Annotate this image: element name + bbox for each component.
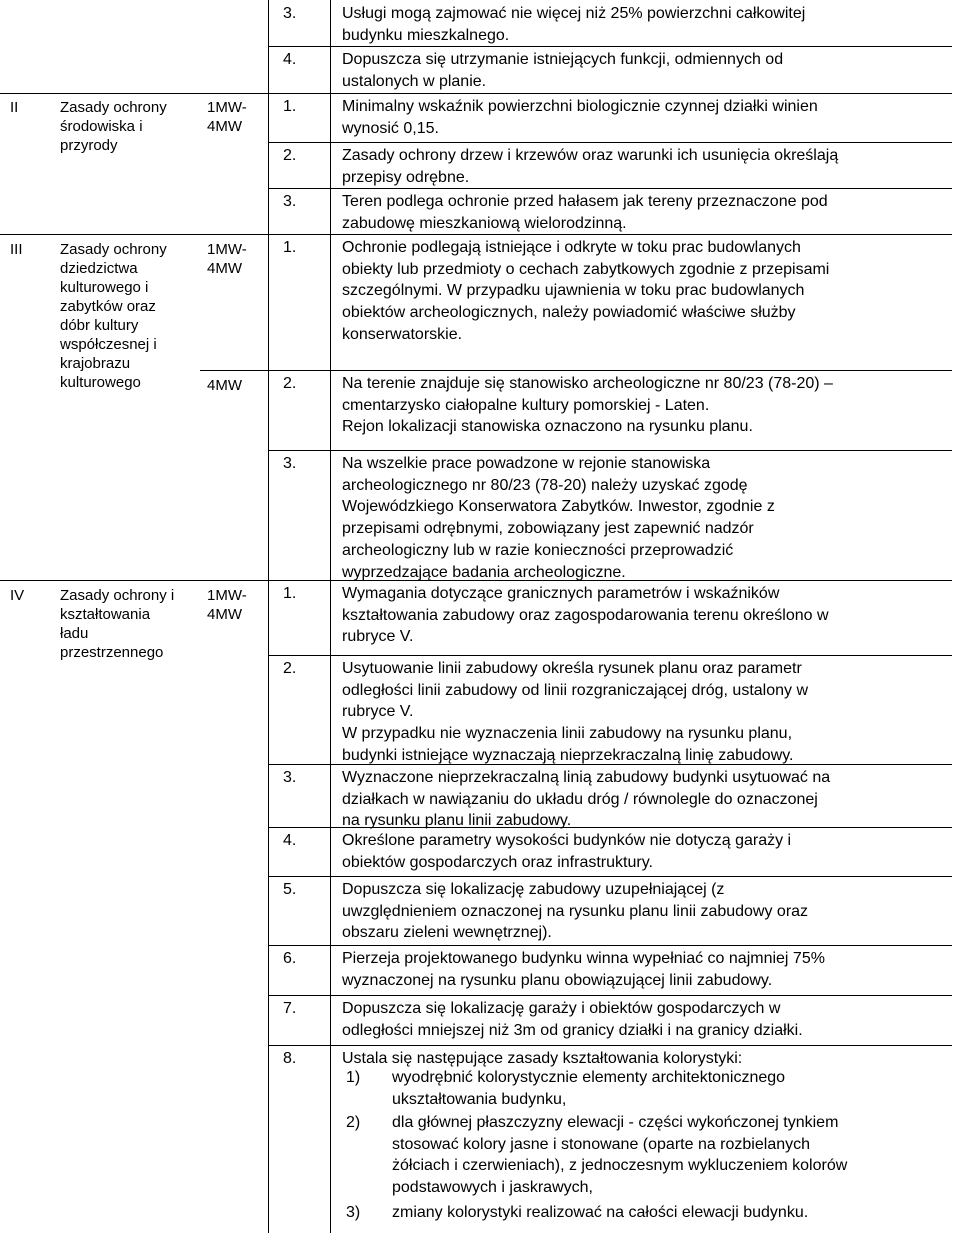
item-line: archeologicznego nr 80/23 (78-20) należy uzyskać zgodę [342, 476, 748, 494]
section-title-line: ładu [60, 625, 89, 642]
item-number: 1. [283, 239, 297, 256]
item-line: na rysunku planu linii zabudowy. [342, 812, 572, 830]
section-title-line: Zasady ochrony i [60, 587, 175, 604]
item-line: kształtowania zabudowy oraz zagospodarowania terenu określono w [342, 606, 829, 624]
item-line: obszaru zieleni wewnętrznej). [342, 924, 552, 942]
item-number: 3. [283, 455, 297, 472]
table-rule [268, 655, 952, 656]
section-title-line: zabytków oraz [60, 298, 156, 315]
item-line: rubryce V. [342, 628, 414, 646]
table-rule [268, 46, 952, 47]
section-title-line: środowiska i [60, 118, 143, 135]
subitem-number: 3) [346, 1204, 361, 1221]
item-number: 2. [283, 147, 297, 164]
table-rule [268, 945, 952, 946]
section-title-line: dóbr kultury [60, 317, 139, 334]
item-line: Na terenie znajduje się stanowisko archeologiczne nr 80/23 (78-20) – [342, 375, 833, 392]
table-rule [268, 142, 952, 143]
item-line: wynosić 0,15. [342, 119, 439, 137]
table-rule [268, 370, 952, 371]
item-line: odległości mniejszej niż 3m od granicy działki i na granicy działki. [342, 1021, 803, 1039]
item-number: 2. [283, 375, 297, 392]
item-line: Ochronie podlegają istniejące i odkryte w toku prac budowlanych [342, 239, 801, 256]
section-number: IV [10, 587, 25, 604]
item-line: Dopuszcza się utrzymanie istniejących funkcji, odmiennych od [342, 51, 784, 68]
zone-symbol: 1MW- [207, 587, 247, 604]
subitem-line: ukształtowania budynku, [392, 1090, 567, 1108]
subitem-number: 2) [346, 1114, 361, 1131]
item-number: 1. [283, 98, 297, 115]
zone-symbol: 1MW- [207, 241, 247, 258]
item-line: Teren podlega ochronie przed hałasem jak tereny przeznaczone pod [342, 193, 828, 210]
item-line: uwzględnieniem oznaczonej na rysunku planu linii zabudowy oraz [342, 902, 809, 920]
item-line: budynki istniejące wyznaczają nieprzekraczalną linię zabudowy. [342, 746, 794, 764]
table-rule [268, 764, 952, 765]
zone-symbol: 1MW- [207, 99, 247, 116]
item-line: Ustala się następujące zasady kształtowania kolorystyki: [342, 1050, 743, 1067]
item-line: ustalonych w planie. [342, 72, 487, 90]
section-title-line: dziedzictwa [60, 260, 138, 277]
item-line: obiektów gospodarczych oraz infrastruktury. [342, 853, 653, 871]
item-line: cmentarzysko ciałopalne kultury pomorskiej - Laten. [342, 396, 710, 414]
item-number: 3. [283, 5, 297, 22]
item-line: Minimalny wskaźnik powierzchni biologicznie czynnej działki winien [342, 98, 818, 115]
item-line: przepisami odrębnymi, zobowiązany jest zapewnić nadzór [342, 520, 754, 538]
item-line: Pierzeja projektowanego budynku winna wypełniać co najmniej 75% [342, 950, 825, 967]
item-number: 3. [283, 769, 297, 786]
table-rule [0, 93, 952, 94]
item-line: Zasady ochrony drzew i krzewów oraz warunki ich usunięcia określają [342, 147, 839, 164]
section-title-line: współczesnej i [60, 336, 157, 353]
item-line: Na wszelkie prace powadzone w rejonie stanowiska [342, 455, 711, 472]
item-line: Dopuszcza się lokalizację garaży i obiektów gospodarczych w [342, 1000, 781, 1017]
item-line: obiekty lub przedmioty o cechach zabytkowych zgodnie z przepisami [342, 260, 830, 278]
table-rule [268, 450, 952, 451]
item-line: obiektów archeologicznych, należy powiadomić właściwe służby [342, 304, 796, 322]
section-title-line: przestrzennego [60, 644, 164, 661]
zone-symbol: 4MW [207, 377, 242, 394]
subitem-line: wyodrębnić kolorystycznie elementy architektonicznego [392, 1069, 786, 1086]
item-number: 5. [283, 881, 297, 898]
item-number: 7. [283, 1000, 297, 1017]
item-line: wyprzedzające badania archeologiczne. [342, 563, 626, 581]
section-title-line: przyrody [60, 137, 118, 154]
item-number: 1. [283, 585, 297, 602]
item-line: Dopuszcza się lokalizację zabudowy uzupełniającej (z [342, 881, 725, 898]
item-number: 8. [283, 1050, 297, 1067]
zone-symbol: 4MW [207, 606, 242, 623]
subitem-line: podstawowych i jaskrawych, [392, 1179, 593, 1197]
subitem-line: stosować kolory jasne i stonowane (oparte na rozbielanych [392, 1135, 811, 1153]
section-title-line: Zasady ochrony [60, 241, 167, 258]
table-rule [268, 1045, 952, 1046]
item-line: zabudowę mieszkaniową wielorodzinną. [342, 214, 627, 232]
subitem-number: 1) [346, 1069, 361, 1086]
table-rule [330, 0, 331, 1233]
item-line: Określone parametry wysokości budynków nie dotyczą garaży i [342, 832, 792, 849]
zone-symbol: 4MW [207, 260, 242, 277]
item-line: Usługi mogą zajmować nie więcej niż 25% powierzchni całkowitej [342, 5, 806, 22]
item-number: 4. [283, 832, 297, 849]
section-title-line: krajobrazu [60, 355, 131, 372]
section-title-line: kształtowania [60, 606, 151, 623]
table-rule [268, 876, 952, 877]
item-number: 4. [283, 51, 297, 68]
section-number: II [10, 99, 19, 116]
item-number: 3. [283, 193, 297, 210]
subitem-line: żółciach i czerwieniach), z jednoczesnym wykluczeniem kolorów [392, 1157, 848, 1175]
item-line: przepisy odrębne. [342, 168, 470, 186]
item-line: konserwatorskie. [342, 325, 463, 343]
table-rule [200, 370, 268, 371]
item-line: Usytuowanie linii zabudowy określa rysunek planu oraz parametr [342, 660, 802, 677]
section-title-line: Zasady ochrony [60, 99, 167, 116]
table-rule [268, 995, 952, 996]
table-rule [268, 188, 952, 189]
item-line: odległości linii zabudowy od linii rozgraniczającej dróg, ustalony w [342, 681, 809, 699]
item-line: W przypadku nie wyznaczenia linii zabudowy na rysunku planu, [342, 725, 793, 743]
section-number: III [10, 241, 23, 258]
table-rule [0, 234, 952, 235]
section-title-line: kulturowego [60, 374, 141, 391]
subitem-line: dla głównej płaszczyzny elewacji - części wykończonej tynkiem [392, 1114, 839, 1131]
item-line: szczególnymi. W przypadku ujawnienia w toku prac budowlanych [342, 282, 805, 300]
item-line: Wojewódzkiego Konserwatora Zabytków. Inwestor, zgodnie z [342, 498, 775, 516]
item-line: rubryce V. [342, 703, 414, 721]
item-line: Rejon lokalizacji stanowiska oznaczono na rysunku planu. [342, 418, 753, 436]
section-title-line: kulturowego i [60, 279, 149, 296]
item-line: archeologiczny lub w razie konieczności przeprowadzić [342, 541, 734, 559]
item-line: Wymagania dotyczące granicznych parametrów i wskaźników [342, 585, 780, 602]
item-line: działkach w nawiązaniu do układu dróg / równolegle do oznaczonej [342, 790, 818, 808]
item-number: 2. [283, 660, 297, 677]
item-line: wyznaczonej na rysunku planu obowiązującej linii zabudowy. [342, 971, 773, 989]
table-rule [268, 0, 269, 1233]
item-number: 6. [283, 950, 297, 967]
item-line: budynku mieszkalnego. [342, 26, 510, 44]
item-line: Wyznaczone nieprzekraczalną linią zabudowy budynki usytuować na [342, 769, 831, 786]
subitem-line: zmiany kolorystyki realizować na całości elewacji budynku. [392, 1204, 809, 1221]
zone-symbol: 4MW [207, 118, 242, 135]
